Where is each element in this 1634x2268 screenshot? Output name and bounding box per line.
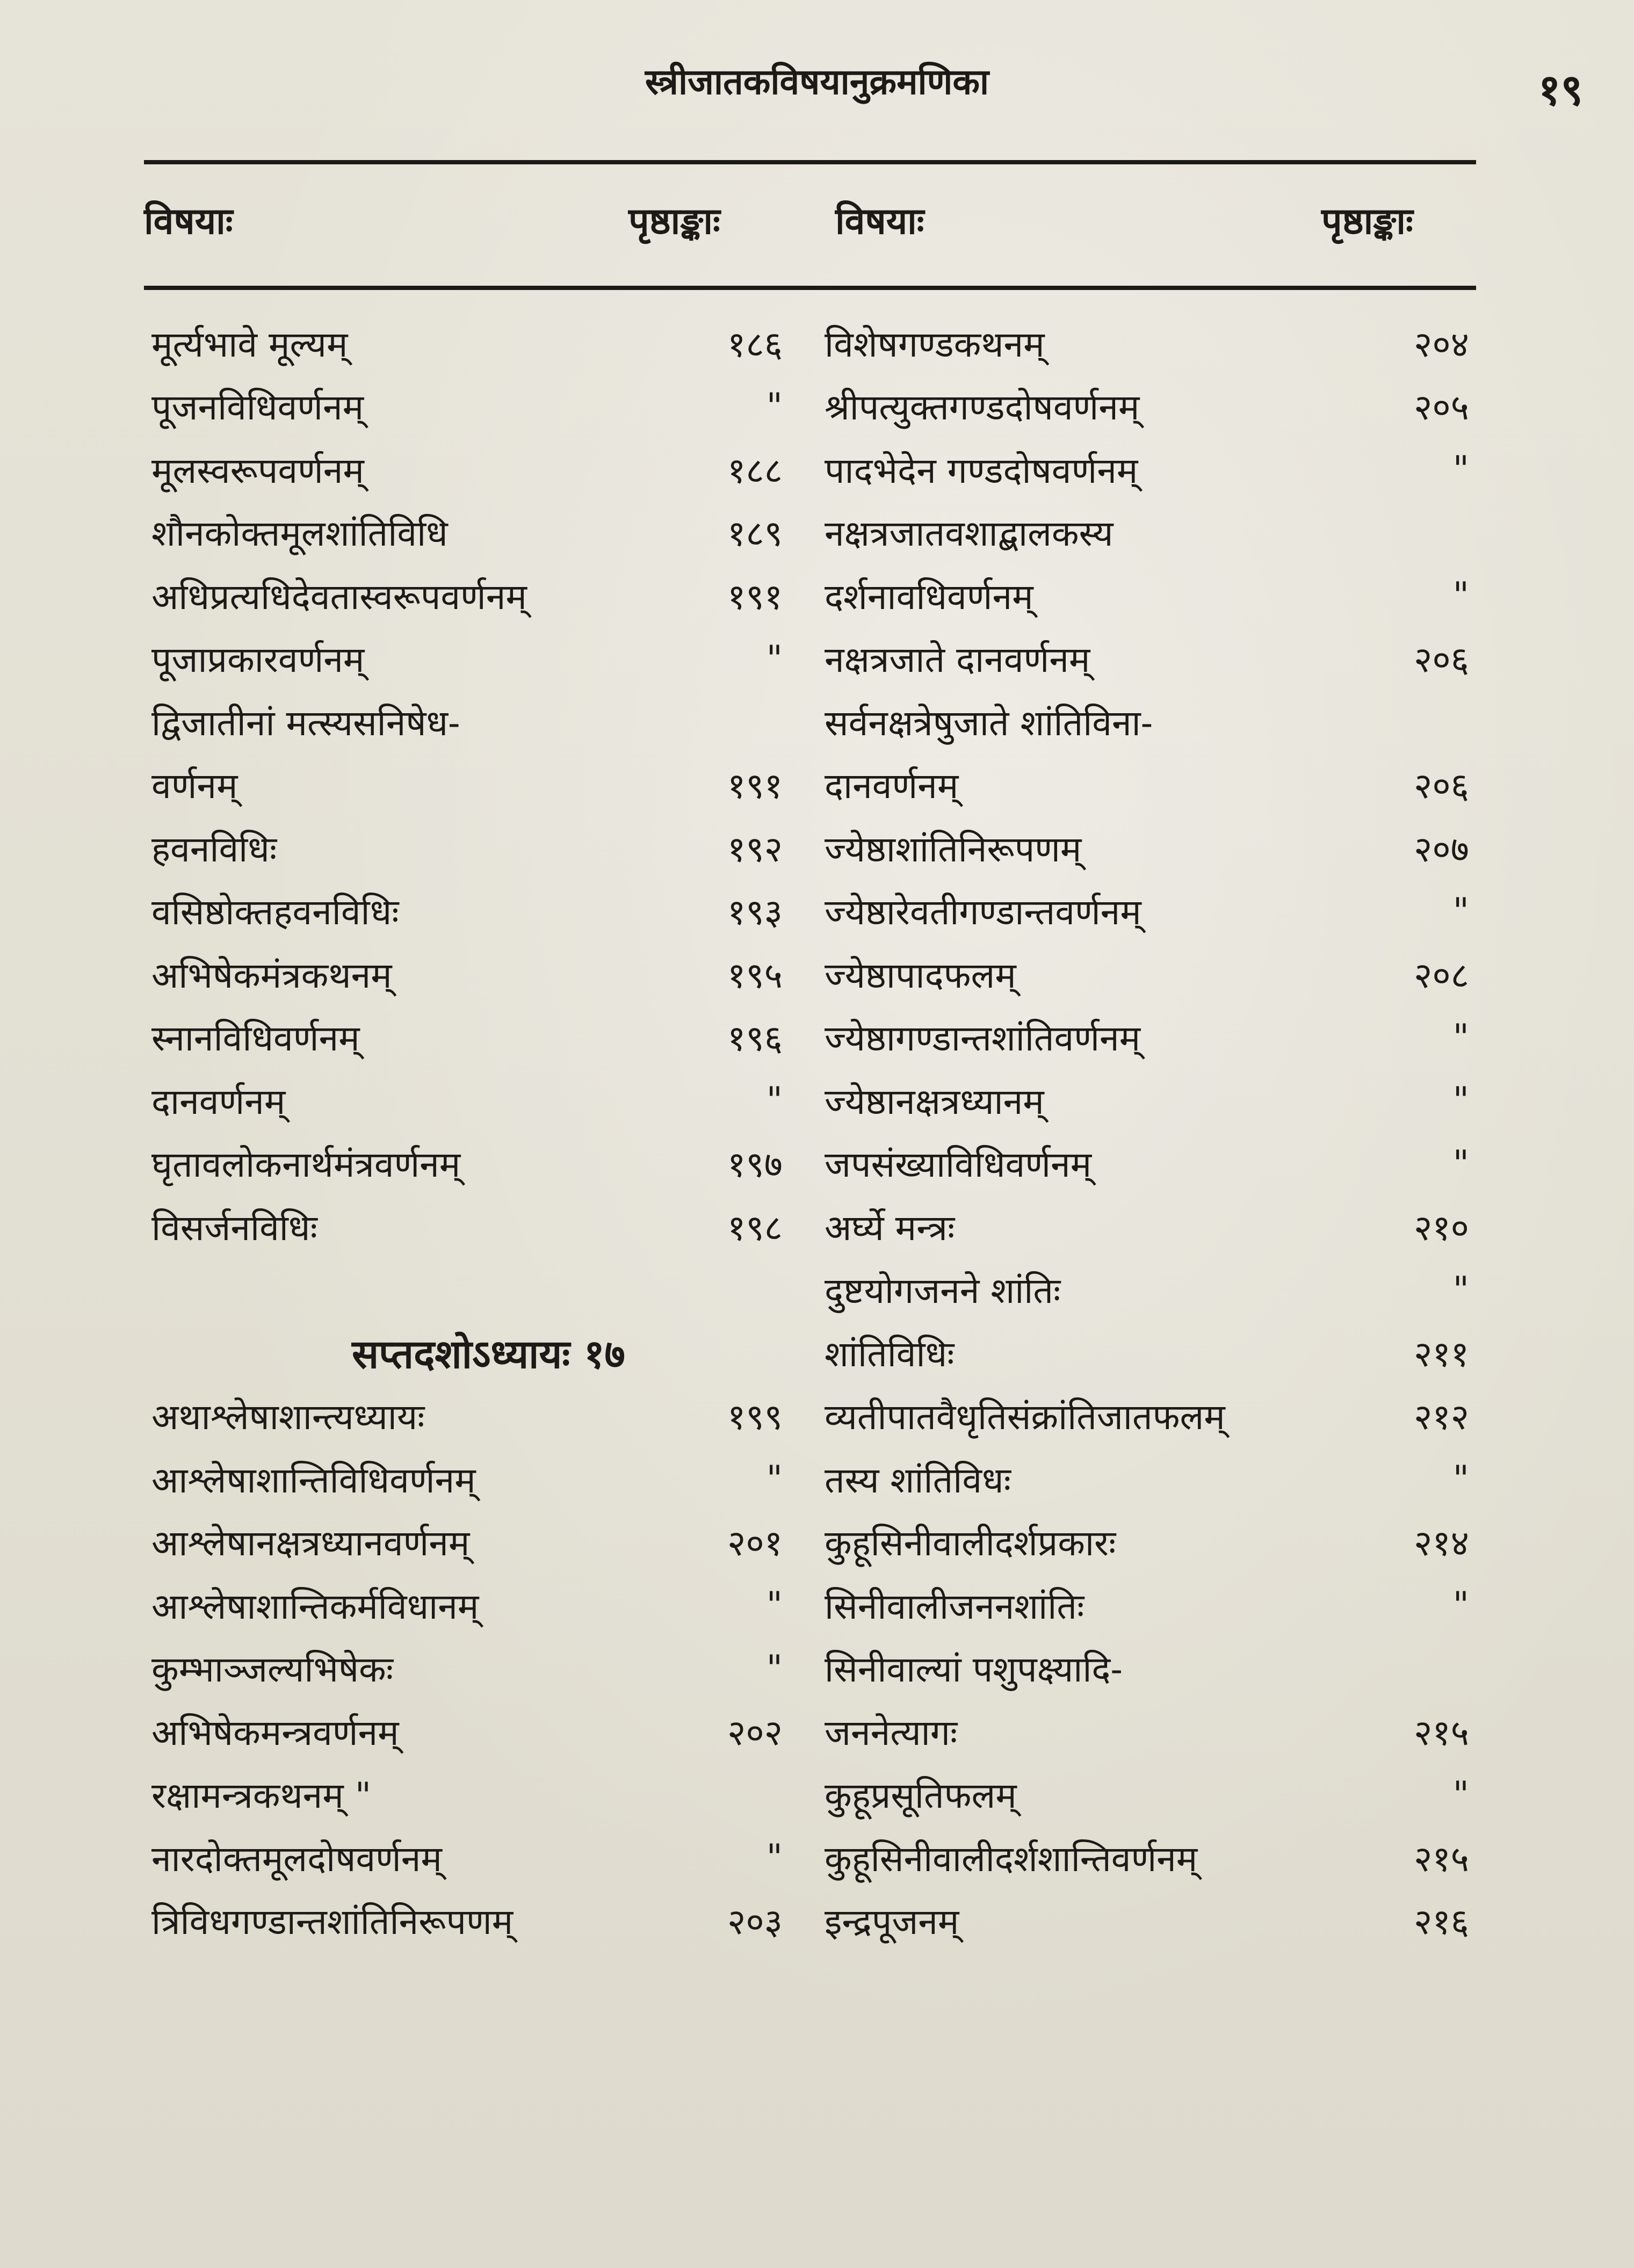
index-entry [151, 375, 783, 438]
entry-subject: हवनविधिः [151, 828, 277, 870]
entry-subject: पूजनविधिवर्णनम् [151, 387, 364, 429]
entry-page: १९९ [727, 1396, 783, 1438]
entry-subject: इन्द्रपूजनम् [825, 1901, 959, 1943]
index-entry [151, 1195, 783, 1258]
entry-page: " [1452, 1142, 1469, 1184]
entry-page: १९६ [727, 1018, 783, 1060]
entry-subject: दानवर्णनम् [151, 1081, 286, 1122]
entry-subject: शौनकोक्तमूलशांतिविधि [151, 513, 448, 555]
entry-page: " [1452, 1773, 1469, 1815]
entry-subject: त्रिविधगण्डान्तशांतिनिरूपणम् [151, 1901, 514, 1943]
entry-subject: व्यतीपातवैधृतिसंक्रांतिजातफलम् [825, 1396, 1225, 1438]
index-entry [825, 1006, 1469, 1069]
index-entry [151, 880, 783, 943]
index-entry [151, 943, 783, 1006]
entry-page: २०५ [1414, 387, 1469, 429]
index-entry [825, 438, 1469, 501]
entry-subject: ज्येष्ठागण्डान्तशांतिवर्णनम् [825, 1018, 1141, 1060]
entry-subject: घृतावलोकनार्थमंत्रवर्णनम् [151, 1144, 461, 1186]
index-entry [825, 501, 1469, 564]
right-page-header: पृष्ठाङ्काः [1321, 200, 1413, 243]
entry-page: १९१ [727, 576, 783, 618]
index-entry [151, 1385, 783, 1448]
entry-subject: ज्येष्ठानक्षत्रध्यानम् [825, 1081, 1044, 1122]
entry-subject: आश्लेषाशान्तिविधिवर्णनम् [151, 1459, 476, 1501]
entry-page: " [766, 637, 783, 679]
index-entry [825, 627, 1469, 691]
entry-page: २११ [1414, 1333, 1469, 1375]
entry-page: २०२ [727, 1712, 783, 1753]
entry-subject: पूजाप्रकारवर्णनम् [151, 639, 365, 681]
entry-subject: अभिषेकमन्त्रवर्णनम् [151, 1712, 399, 1753]
entry-subject: स्नानविधिवर्णनम् [151, 1018, 360, 1060]
index-entry [151, 1763, 783, 1827]
index-entry [825, 816, 1469, 880]
index-entry [825, 690, 1469, 753]
entry-subject: सिनीवाल्यां पशुपक्ष्यादि- [825, 1649, 1123, 1691]
entry-subject: वर्णनम् [151, 765, 238, 807]
index-entry [825, 1511, 1469, 1574]
page-number: १९ [1538, 64, 1583, 115]
entry-subject: दुष्टयोगजनने शांतिः [825, 1270, 1061, 1312]
entry-page: २०७ [1414, 828, 1469, 870]
index-entry [825, 1763, 1469, 1827]
entry-page: " [1452, 448, 1469, 490]
index-entry [151, 753, 783, 817]
entry-subject: मूलस्वरूपवर्णनम् [151, 450, 364, 491]
index-entry [825, 1637, 1469, 1700]
entry-page: " [1452, 1458, 1469, 1500]
index-entry [825, 1258, 1469, 1322]
top-rule [144, 160, 1476, 164]
entry-subject: नक्षत्रजाते दानवर्णनम् [825, 639, 1090, 681]
index-entry [151, 1637, 783, 1700]
index-entry [825, 943, 1469, 1006]
entry-subject: सिनीवालीजननशांतिः [825, 1585, 1084, 1627]
index-entry [825, 1385, 1469, 1448]
entry-page: " [1452, 1269, 1469, 1310]
entry-subject: नक्षत्रजातवशाद्बालकस्य [825, 513, 1114, 555]
entry-page: " [1452, 1016, 1469, 1058]
entry-page: २१५ [1414, 1838, 1469, 1880]
entry-page: १८६ [727, 323, 783, 365]
left-subject-header: विषयाः [144, 200, 233, 243]
entry-page: २०४ [1414, 323, 1469, 365]
entry-subject: सर्वनक्षत्रेषुजाते शांतिविना- [825, 702, 1153, 744]
index-entry [825, 1447, 1469, 1511]
entry-subject: अथाश्लेषाशान्त्यध्यायः [151, 1396, 425, 1438]
index-entry [151, 564, 783, 627]
index-entry [151, 1889, 783, 1953]
entry-subject: रक्षामन्त्रकथनम् " [151, 1775, 372, 1817]
index-entry [825, 1826, 1469, 1889]
entry-page: २०३ [727, 1901, 783, 1943]
entry-page: " [766, 1458, 783, 1500]
index-entry [151, 690, 783, 753]
index-entry [825, 1574, 1469, 1637]
entry-subject: आश्लेषानक्षत्रध्यानवर्णनम् [151, 1523, 470, 1564]
entry-subject: ज्येष्ठापादफलम् [825, 954, 1016, 996]
entry-subject: ज्येष्ठाशांतिनिरूपणम् [825, 828, 1082, 870]
entry-subject: सप्तदशोऽध्यायः १७ [352, 1331, 625, 1378]
entry-page: २१४ [1414, 1523, 1469, 1564]
index-entry [151, 501, 783, 564]
entry-subject: पादभेदेन गण्डदोषवर्णनम् [825, 450, 1138, 491]
index-entry [151, 1447, 783, 1511]
entry-page: २०८ [1414, 954, 1469, 996]
index-entry [825, 1700, 1469, 1763]
entry-page: १९१ [727, 765, 783, 807]
entry-subject: विसर्जनविधिः [151, 1207, 317, 1249]
index-entry [151, 311, 783, 375]
index-entry [151, 816, 783, 880]
index-entry [825, 564, 1469, 627]
index-entry [825, 1195, 1469, 1258]
left-page-header: पृष्ठाङ्काः [628, 200, 720, 243]
entry-page: " [1452, 1584, 1469, 1626]
entry-subject: आश्लेषाशान्तिकर्मविधानम् [151, 1585, 479, 1627]
entry-subject: वसिष्ठोक्तहवनविधिः [151, 892, 399, 933]
chapter-heading [151, 1321, 783, 1385]
index-entry [151, 438, 783, 501]
entry-subject: श्रीपत्युक्तगण्डदोषवर्णनम् [825, 387, 1140, 429]
entry-page: १९२ [727, 828, 783, 870]
entry-subject: जननेत्यागः [825, 1712, 958, 1753]
entry-page: १८८ [727, 450, 783, 491]
index-entry [151, 1826, 783, 1889]
right-subject-header: विषयाः [835, 200, 924, 243]
entry-page: " [1452, 890, 1469, 932]
entry-page: १९५ [727, 954, 783, 996]
index-entry [151, 1006, 783, 1069]
entry-page: " [766, 1584, 783, 1626]
entry-page: १८९ [727, 513, 783, 555]
entry-subject: अभिषेकमंत्रकथनम् [151, 954, 392, 996]
entry-page: १९८ [727, 1207, 783, 1249]
index-entry [825, 375, 1469, 438]
entry-page: २१२ [1414, 1396, 1469, 1438]
left-column [151, 311, 783, 1952]
entry-subject: ज्येष्ठारेवतीगण्डान्तवर्णनम् [825, 892, 1141, 933]
entry-subject: कुहूप्रसूतिफलम् [825, 1775, 1017, 1817]
entry-subject: कुहूसिनीवालीदर्शप्रकारः [825, 1523, 1116, 1564]
index-entry [151, 1132, 783, 1195]
index-entry [151, 1069, 783, 1132]
index-entry [151, 1574, 783, 1637]
running-title: स्त्रीजातकविषयानुक्रमणिका [645, 61, 989, 103]
index-entry [151, 1258, 783, 1322]
entry-subject: कुम्भाञ्जल्यभिषेकः [151, 1649, 394, 1691]
entry-page: २१० [1414, 1207, 1469, 1249]
entry-subject: नारदोक्तमूलदोषवर्णनम् [151, 1838, 442, 1880]
entry-subject: शांतिविधिः [825, 1333, 955, 1375]
entry-page: " [766, 1837, 783, 1879]
entry-page: १९३ [727, 892, 783, 933]
index-entry [825, 1132, 1469, 1195]
entry-page: " [766, 385, 783, 427]
entry-subject: दर्शनावधिवर्णनम् [825, 576, 1033, 618]
index-entry [825, 880, 1469, 943]
entry-page: " [766, 1647, 783, 1689]
entry-page: २०६ [1414, 639, 1469, 681]
entry-page: २०६ [1414, 765, 1469, 807]
entry-page: " [1452, 575, 1469, 617]
entry-page: " [1452, 1079, 1469, 1121]
index-entry [825, 1069, 1469, 1132]
entry-page: १९७ [727, 1144, 783, 1186]
index-entry [825, 753, 1469, 817]
index-entry [151, 1511, 783, 1574]
index-entry [151, 627, 783, 691]
header-rule [144, 286, 1476, 290]
entry-subject: द्विजातीनां मत्स्यसनिषेध- [151, 702, 460, 744]
entry-page: २१६ [1414, 1901, 1469, 1943]
entry-subject: दानवर्णनम् [825, 765, 959, 807]
index-entry [825, 311, 1469, 375]
entry-page: २१५ [1414, 1712, 1469, 1753]
entry-page: २०१ [727, 1523, 783, 1564]
entry-subject: मूर्त्यभावे मूल्यम् [151, 323, 348, 365]
index-entry [825, 1889, 1469, 1953]
index-entry [825, 1321, 1469, 1385]
entry-subject: अधिप्रत्यधिदेवतास्वरूपवर्णनम् [151, 576, 527, 618]
entry-subject: अर्घ्ये मन्त्रः [825, 1207, 955, 1249]
index-entry [151, 1700, 783, 1763]
entry-subject: तस्य शांतिविधः [825, 1459, 1011, 1501]
entry-subject: विशेषगण्डकथनम् [825, 323, 1045, 365]
entry-page: " [766, 1079, 783, 1121]
entry-subject: जपसंख्याविधिवर्णनम् [825, 1144, 1092, 1186]
entry-subject: कुहूसिनीवालीदर्शशान्तिवर्णनम् [825, 1838, 1198, 1880]
right-column [825, 311, 1469, 1952]
